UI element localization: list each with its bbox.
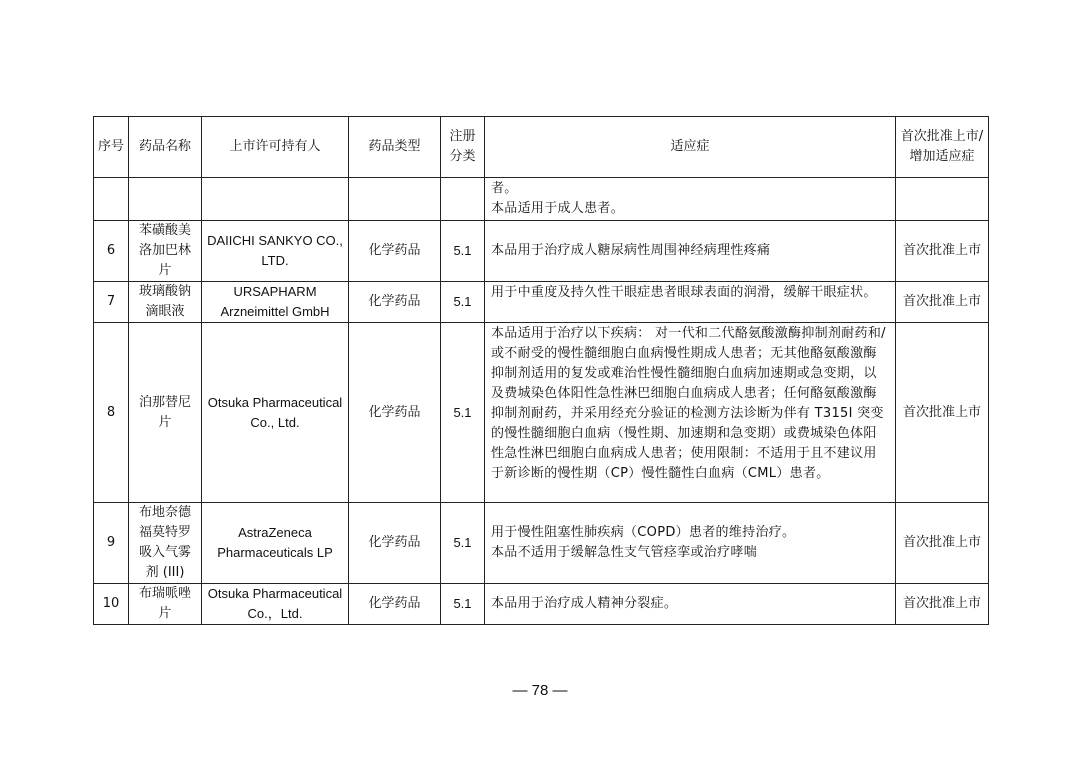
table-row [94, 584, 989, 625]
holder-cell: DAIICHI SANKYO CO., LTD. [202, 221, 349, 282]
approval-cell: 首次批准上市 [896, 221, 989, 282]
header-drug-name: 药品名称 [129, 117, 202, 178]
cell-empty [441, 178, 485, 221]
table-row [94, 221, 989, 282]
indication-line: 本品适用于成人患者。 [491, 201, 625, 216]
registration-class-cell: 5.1 [441, 503, 485, 584]
approval-cell: 首次批准上市 [896, 323, 989, 503]
indication-cell [485, 584, 896, 625]
drug-type-cell: 化学药品 [349, 584, 441, 625]
indication-line: 本品不适用于缓解急性支气管痉挛或治疗哮喘 [491, 545, 758, 560]
table-row [94, 282, 989, 323]
table-header-row [94, 117, 989, 178]
indication-cell [485, 178, 896, 221]
indication-text: 用于中重度及持久性干眼症患者眼球表面的润滑，缓解干眼症状。 [491, 285, 877, 300]
approval-cell: 首次批准上市 [896, 282, 989, 323]
header-approval-status: 首次批准上市/增加适应症 [896, 117, 989, 178]
seq-cell: 10 [94, 584, 129, 625]
header-license-holder: 上市许可持有人 [202, 117, 349, 178]
seq-cell: 8 [94, 323, 129, 503]
holder-cell: Otsuka Pharmaceutical Co., Ltd. [202, 323, 349, 503]
seq-cell: 9 [94, 503, 129, 584]
table-row [94, 503, 989, 584]
page-number: — 78 — [512, 682, 568, 699]
drug-name-cell: 布地奈德福莫特罗吸入气雾剂 (III) [129, 503, 202, 584]
registration-class-cell: 5.1 [441, 323, 485, 503]
indication-line: 用于慢性阻塞性肺疾病（COPD）患者的维持治疗。 [491, 525, 796, 540]
cell-empty [896, 178, 989, 221]
holder-cell: Otsuka Pharmaceutical Co.，Ltd. [202, 584, 349, 625]
drug-type-cell: 化学药品 [349, 323, 441, 503]
holder-cell: AstraZeneca Pharmaceuticals LP [202, 503, 349, 584]
indication-cell [485, 503, 896, 584]
header-indication: 适应症 [485, 117, 896, 178]
drug-type-cell: 化学药品 [349, 503, 441, 584]
holder-cell: URSAPHARM Arzneimittel GmbH [202, 282, 349, 323]
indication-line: 者。 [491, 181, 518, 196]
drug-type-cell: 化学药品 [349, 282, 441, 323]
cell-empty [349, 178, 441, 221]
cell-empty [129, 178, 202, 221]
drug-name-cell: 布瑞哌唑片 [129, 584, 202, 625]
indication-cell [485, 221, 896, 282]
approval-cell: 首次批准上市 [896, 584, 989, 625]
drug-name-cell: 泊那替尼片 [129, 323, 202, 503]
drug-approval-table [93, 116, 989, 625]
seq-cell: 6 [94, 221, 129, 282]
drug-name-cell: 苯磺酸美洛加巴林片 [129, 221, 202, 282]
approval-cell: 首次批准上市 [896, 503, 989, 584]
indication-text: 本品用于治疗成人糖尿病性周围神经病理性疼痛 [491, 243, 771, 258]
drug-name-cell: 玻璃酸钠滴眼液 [129, 282, 202, 323]
indication-cell [485, 323, 896, 503]
registration-class-cell: 5.1 [441, 221, 485, 282]
cell-empty [94, 178, 129, 221]
table-row [94, 323, 989, 503]
indication-text: 本品适用于治疗以下疾病： 对一代和二代酪氨酸激酶抑制剂耐药和/或不耐受的慢性髓细胞白血病慢性期成人患者；无其他酪氨酸激酶抑制剂适用的复发或难治性慢性髓细胞白血病加速期或急变期，以及费城染色体阳性急性淋巴细胞白血病成人患者；任何酪氨酸激酶抑制剂耐药，并采用经充分验证的检测方法诊断为伴有 T315I 突变的慢性髓细胞白血病（慢性期、加速期和急变期）或费城染色体阳性急性淋巴细胞白血病成人患者；使用限制：不适用于且不建议用于新诊断的慢性期（CP）慢性髓性白血病（CML）患者。 [491, 326, 886, 481]
cell-empty [202, 178, 349, 221]
indication-text: 本品用于治疗成人精神分裂症。 [491, 596, 678, 611]
indication-cell [485, 282, 896, 323]
header-drug-type: 药品类型 [349, 117, 441, 178]
registration-class-cell: 5.1 [441, 584, 485, 625]
seq-cell: 7 [94, 282, 129, 323]
drug-type-cell: 化学药品 [349, 221, 441, 282]
header-seq: 序号 [94, 117, 129, 178]
table-row-continuation [94, 178, 989, 221]
header-registration-class: 注册分类 [441, 117, 485, 178]
registration-class-cell: 5.1 [441, 282, 485, 323]
